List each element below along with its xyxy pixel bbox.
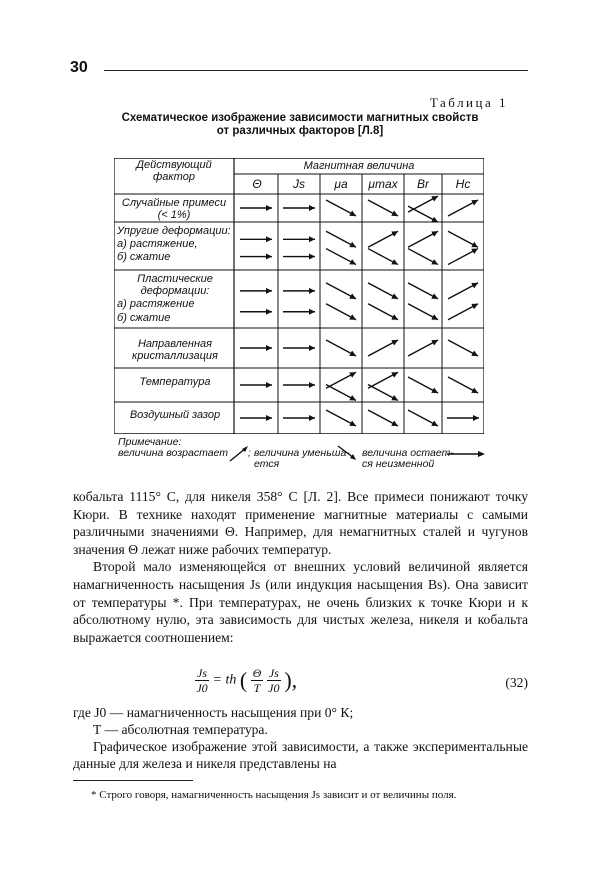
note-decrease: ; величина уменьша-	[248, 447, 350, 459]
paragraph-1: кобальта 1115° С, для никеля 358° С [Л. 2]. Все примеси понижают точку Кюри. В технике находят применение магнитные материалы с самыми различными значениями Θ. Например, для немагнитных сталей и чугунов значения Θ лежат ниже рабочих температур.	[73, 489, 528, 557]
table-title	[110, 112, 490, 138]
arrow-r5-c0	[240, 415, 272, 421]
col-br: Br	[417, 177, 429, 191]
body-paragraph-1-block	[73, 488, 528, 646]
formula-lhs-numerator: Js	[197, 666, 207, 680]
increase-arrow-icon	[228, 445, 250, 463]
formula-close-paren: ),	[284, 667, 298, 693]
arrow-r1-c2-a	[326, 231, 356, 247]
arrow-r4-c3-b	[368, 384, 398, 400]
row-elastic-b: б) сжатие	[117, 251, 171, 263]
arrow-r2-c0-b	[240, 309, 272, 315]
arrow-r3-c5	[448, 340, 478, 356]
note-same: величина остает-	[362, 447, 454, 459]
formula-frac-2-numerator: Js	[268, 666, 279, 680]
note-title: Примечание:	[118, 436, 182, 448]
arrow-r2-c4-a	[408, 283, 438, 299]
note-increase: величина возрастает	[118, 447, 229, 459]
formula-frac-2-denominator: J0	[268, 681, 280, 695]
arrow-r0-c3	[368, 200, 398, 216]
paragraph-3: Графическое изображение этой зависимости, а также экспериментальные данные для железа и никеля представлены на	[73, 739, 528, 771]
paragraph-2: Второй мало изменяющейся от внешних условий величиной является намагниченность насыщения Js (или индукция насыщения Bs). Она зависит от температуры *. При температурах, не очень близких к точке Кюри и к абсолютному нулю, эта зависимость для чистых железа, никеля и кобальта выражается соотношением:	[73, 559, 528, 645]
arrow-r0-c1	[283, 205, 315, 211]
row-plastic-b: б) сжатие	[117, 312, 171, 324]
row-impurities: Случайные примеси (< 1%)	[121, 197, 227, 221]
table-label: Таблица 1	[429, 95, 508, 110]
decrease-arrow-icon	[336, 444, 358, 462]
arrow-r0-c5	[448, 200, 478, 216]
page-number: 30	[70, 59, 88, 76]
arrow-r5-c2	[326, 410, 356, 426]
col-mu-max: μmax	[368, 177, 398, 191]
arrow-r5-c1	[283, 415, 315, 421]
table-title-line-1: Схематическое изображение зависимости магнитных свойств	[121, 112, 479, 124]
formula-eq: = th	[212, 672, 237, 688]
arrow-r4-c2-a	[326, 372, 356, 388]
arrow-r5-c4	[408, 410, 438, 426]
row-plastic-title: Пластические деформации:	[137, 273, 213, 297]
note-same-2: ся неизменной	[362, 458, 435, 470]
arrow-r5-c3	[368, 410, 398, 426]
formula-lhs-denominator: J0	[196, 681, 208, 695]
header-quantity: Магнитная величина	[303, 160, 415, 172]
arrow-r1-c1-b	[283, 254, 315, 260]
arrow-r3-c0	[240, 345, 272, 351]
arrow-r1-c0-b	[240, 254, 272, 260]
formula-lhs	[195, 666, 209, 695]
arrow-r0-c4-b	[408, 206, 438, 222]
formula-frac-1-numerator: Θ	[252, 666, 262, 680]
arrow-r1-c5-a	[448, 231, 478, 247]
formula-32	[195, 666, 297, 695]
arrow-r4-c4	[408, 377, 438, 393]
arrow-r2-c3-a	[368, 283, 398, 299]
footnote: * Строго говоря, намагниченность насыщения Js зависит и от величины поля.	[91, 789, 457, 801]
arrow-r5-c5	[447, 415, 479, 421]
arrow-r2-c0-a	[240, 288, 272, 294]
arrow-r2-c3-b	[368, 304, 398, 320]
arrow-r1-c2-b	[326, 249, 356, 265]
formula-frac-1-denominator: T	[253, 681, 261, 695]
note-decrease-2: ется	[254, 458, 280, 470]
arrow-r1-c4-b	[408, 249, 438, 265]
formula-frac-1	[251, 666, 264, 695]
table-title-line-2: от различных факторов [Л.8]	[216, 125, 384, 137]
arrow-r3-c1	[283, 345, 315, 351]
arrow-r4-c1	[283, 382, 315, 388]
arrow-r2-c1-a	[283, 288, 315, 294]
col-js: Js	[293, 177, 305, 191]
arrow-r2-c4-b	[408, 304, 438, 320]
arrow-r4-c0	[240, 382, 272, 388]
row-temperature: Температура	[139, 376, 211, 388]
row-crystallization: Направленная кристаллизация	[132, 338, 218, 362]
row-elastic-a: а) растяжение,	[117, 238, 198, 250]
col-theta: Θ	[252, 177, 262, 191]
arrow-r1-c1-a	[283, 236, 315, 242]
arrow-r0-c2	[326, 200, 356, 216]
arrow-r3-c4	[408, 340, 438, 356]
arrow-r3-c2	[326, 340, 356, 356]
row-plastic-a: а) растяжение	[117, 298, 195, 310]
formula-open-paren: (	[239, 667, 248, 693]
header-rule	[104, 70, 528, 71]
definition-t: T — абсолютная температура.	[93, 722, 268, 737]
arrow-r2-c5-b	[448, 304, 478, 320]
arrow-r1-c0-a	[240, 236, 272, 242]
arrow-r0-c4-a	[408, 196, 438, 212]
definitions-block	[73, 704, 528, 772]
definition-j0: где J0 — намагниченность насыщения при 0° К;	[73, 705, 354, 720]
header-factor: Действующий фактор	[136, 159, 212, 183]
arrow-r1-c3-a	[368, 231, 398, 247]
formula-frac-2	[267, 666, 281, 695]
arrow-r2-c5-a	[448, 283, 478, 299]
row-air-gap: Воздушный зазор	[129, 409, 221, 421]
arrow-r0-c0	[240, 205, 272, 211]
constant-arrow-icon	[446, 449, 486, 459]
arrow-r4-c5	[448, 377, 478, 393]
arrow-r2-c2-b	[326, 304, 356, 320]
arrow-r3-c3	[368, 340, 398, 356]
arrow-r2-c1-b	[283, 309, 315, 315]
col-mu-a: μa	[334, 177, 348, 191]
row-elastic-title: Упругие деформации:	[117, 225, 231, 237]
equation-number: (32)	[505, 675, 528, 690]
arrow-r1-c3-b	[368, 249, 398, 265]
arrow-r2-c2-a	[326, 283, 356, 299]
arrow-r4-c3-a	[368, 372, 398, 388]
col-hc: Hc	[455, 177, 471, 191]
arrow-r1-c4-a	[408, 231, 438, 247]
arrow-r1-c5-b	[448, 249, 478, 265]
magnetic-properties-table	[114, 158, 484, 434]
footnote-rule	[73, 780, 193, 781]
arrow-r4-c2-b	[326, 384, 356, 400]
